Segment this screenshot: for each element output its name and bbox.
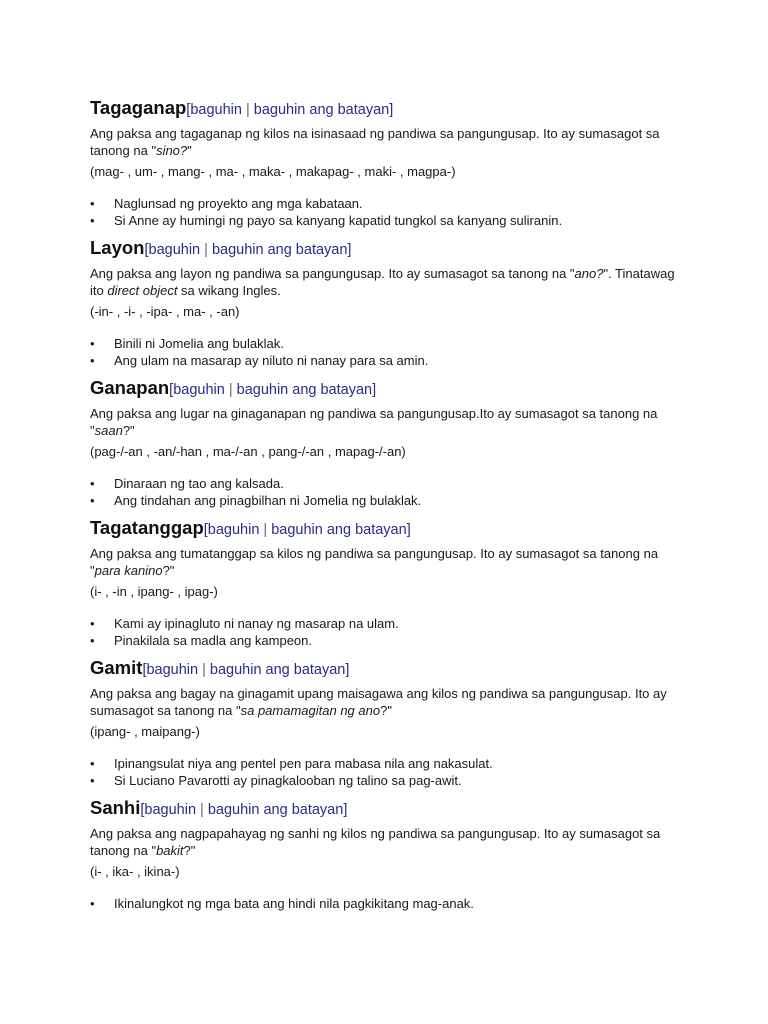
edit-source-link[interactable]: baguhin ang batayan <box>253 102 390 118</box>
edit-links <box>142 662 349 678</box>
section-title: Layon <box>90 237 145 258</box>
bracket-open: [ <box>203 522 208 538</box>
desc-text: ?" <box>380 702 392 718</box>
desc-text: ?" <box>183 842 196 858</box>
bracket-close: ] <box>345 662 350 678</box>
example-item <box>90 632 690 649</box>
section-tagatanggap <box>90 517 690 649</box>
example-text: Binili ni Jomelia ang bulaklak. <box>114 335 284 351</box>
example-item <box>90 895 690 912</box>
section-ganapan <box>90 377 690 509</box>
section-description <box>90 546 690 579</box>
example-item <box>90 615 690 632</box>
section-title: Sanhi <box>90 797 141 818</box>
example-item <box>90 492 690 509</box>
desc-text: Ang paksa ang tumatanggap sa kilos ng pandiwa sa pangungusap. Ito ay sumasagot sa tanong na " <box>90 546 659 578</box>
example-item <box>90 772 690 789</box>
link-separator: | <box>200 242 212 258</box>
example-item <box>90 475 690 492</box>
bullet: • <box>90 772 95 788</box>
example-item <box>90 212 690 229</box>
section-heading <box>90 97 690 121</box>
desc-italic: sa pamamagitan ng ano <box>240 702 381 718</box>
edit-link[interactable]: baguhin <box>146 662 199 678</box>
example-item <box>90 352 690 369</box>
example-text: Pinakilala sa madla ang kampeon. <box>114 632 313 648</box>
bullet: • <box>90 755 95 771</box>
edit-link[interactable]: baguhin <box>148 242 201 258</box>
bullet: • <box>90 492 95 508</box>
bullet: • <box>90 335 95 351</box>
affix-list: (mag- , um- , mang- , ma- , maka- , makapag- , maki- , magpa-) <box>90 164 456 179</box>
desc-text: Ang paksa ang lugar na ginaganapan ng pandiwa sa pangungusap.Ito ay sumasagot sa tanong na " <box>90 406 658 438</box>
example-text: Ikinalungkot ng mga bata ang hindi nila pagkikitang mag-anak. <box>114 895 474 911</box>
section-heading <box>90 797 690 821</box>
link-separator: | <box>241 102 254 118</box>
section-sanhi <box>90 797 690 912</box>
desc-text: ?" <box>122 422 135 438</box>
edit-source-link[interactable]: baguhin ang batayan <box>271 522 407 538</box>
section-description <box>90 826 690 859</box>
section-gamit <box>90 657 690 789</box>
section-heading <box>90 517 690 541</box>
section-heading <box>90 657 690 681</box>
desc-text: " <box>187 142 192 158</box>
example-text: Si Anne ay humingi ng payo sa kanyang kapatid tungkol sa kanyang suliranin. <box>114 212 563 228</box>
example-item <box>90 195 690 212</box>
bracket-open: [ <box>142 662 147 678</box>
section-title: Tagaganap <box>90 97 187 118</box>
example-text: Ang tindahan ang pinagbilhan ni Jomelia ng bulaklak. <box>114 492 422 508</box>
desc-text: ?" <box>162 562 175 578</box>
example-list <box>90 895 690 912</box>
desc-text: Ang paksa ang nagpapahayag ng sanhi ng kilos ng pandiwa sa pangungusap. Ito ay sumasagot sa tanong na " <box>90 826 661 858</box>
example-text: Naglunsad ng proyekto ang mga kabataan. <box>114 195 363 211</box>
bullet: • <box>90 475 95 491</box>
example-item <box>90 755 690 772</box>
edit-links <box>169 382 376 398</box>
bracket-open: [ <box>169 382 174 398</box>
bullet: • <box>90 632 95 648</box>
bracket-close: ] <box>343 802 348 818</box>
edit-link[interactable]: baguhin <box>144 802 197 818</box>
bullet: • <box>90 212 95 228</box>
affix-list: (-in- , -i- , -ipa- , ma- , -an) <box>90 304 240 319</box>
section-heading <box>90 377 690 401</box>
example-text: Dinaraan ng tao ang kalsada. <box>114 475 284 491</box>
example-text: Ang ulam na masarap ay niluto ni nanay para sa amin. <box>114 352 429 368</box>
bullet: • <box>90 615 95 631</box>
edit-links <box>186 102 393 118</box>
section-layon <box>90 237 690 369</box>
example-list <box>90 475 690 509</box>
example-list <box>90 335 690 369</box>
desc-text: ". Tinatawag ito <box>90 266 675 298</box>
desc-italic: bakit <box>156 842 184 858</box>
bracket-open: [ <box>140 802 145 818</box>
bullet: • <box>90 895 95 911</box>
example-text: Si Luciano Pavarotti ay pinagkalooban ng talino sa pag-awit. <box>114 772 462 788</box>
link-separator: | <box>224 382 237 398</box>
bracket-close: ] <box>406 522 411 538</box>
edit-link[interactable]: baguhin <box>173 382 225 398</box>
edit-source-link[interactable]: baguhin ang batayan <box>211 242 348 258</box>
edit-links <box>144 242 351 258</box>
example-text: Ipinangsulat niya ang pentel pen para mabasa nila ang nakasulat. <box>114 755 493 771</box>
desc-text: Ang paksa ang layon ng pandiwa sa pangungusap. Ito ay sumasagot sa tanong na " <box>90 266 575 281</box>
edit-link[interactable]: baguhin <box>207 522 260 538</box>
section-title: Tagatanggap <box>90 517 204 538</box>
section-title: Ganapan <box>90 377 170 398</box>
link-separator: | <box>259 522 272 538</box>
example-item <box>90 335 690 352</box>
example-list <box>90 755 690 789</box>
example-list <box>90 195 690 229</box>
section-title: Gamit <box>90 657 143 678</box>
desc-italic: sino? <box>156 142 188 158</box>
bracket-close: ] <box>389 102 394 118</box>
desc-text: Ang paksa ang bagay na ginagamit upang maisagawa ang kilos ng pandiwa sa pangungusap. Ito ay sumasagot sa tanong na " <box>90 686 667 718</box>
edit-link[interactable]: baguhin <box>190 102 242 118</box>
affix-list: (pag-/-an , -an/-han , ma-/-an , pang-/-an , mapag-/-an) <box>90 444 406 459</box>
example-text: Kami ay ipinagluto ni nanay ng masarap na ulam. <box>114 615 399 631</box>
desc-text: Ang paksa ang tagaganap ng kilos na isinasaad ng pandiwa sa pangungusap. Ito ay sumasagot sa tanong na " <box>90 126 660 158</box>
bracket-close: ] <box>372 382 377 398</box>
section-description <box>90 686 690 719</box>
edit-links <box>140 802 347 818</box>
edit-source-link[interactable]: baguhin ang batayan <box>209 662 346 678</box>
bracket-close: ] <box>347 242 352 258</box>
link-separator: | <box>198 662 210 678</box>
section-description <box>90 266 690 299</box>
section-tagaganap <box>90 97 690 229</box>
section-description <box>90 406 690 439</box>
bracket-open: [ <box>144 242 149 258</box>
affix-list: (i- , ika- , ikina-) <box>90 864 180 879</box>
section-description <box>90 126 690 159</box>
section-heading <box>90 237 690 261</box>
affix-list: (ipang- , maipang-) <box>90 724 200 739</box>
edit-links <box>204 522 411 538</box>
link-separator: | <box>196 802 208 818</box>
bracket-open: [ <box>186 102 191 118</box>
desc-italic: direct object <box>107 282 178 298</box>
desc-italic: para kanino <box>94 562 163 578</box>
bullet: • <box>90 352 95 368</box>
example-list <box>90 615 690 649</box>
desc-italic: ano? <box>574 266 604 281</box>
edit-source-link[interactable]: baguhin ang batayan <box>207 802 344 818</box>
desc-italic: saan <box>94 422 123 438</box>
desc-text: sa wikang Ingles. <box>177 282 281 298</box>
bullet: • <box>90 195 95 211</box>
affix-list: (i- , -in , ipang- , ipag-) <box>90 584 218 599</box>
edit-source-link[interactable]: baguhin ang batayan <box>236 382 373 398</box>
